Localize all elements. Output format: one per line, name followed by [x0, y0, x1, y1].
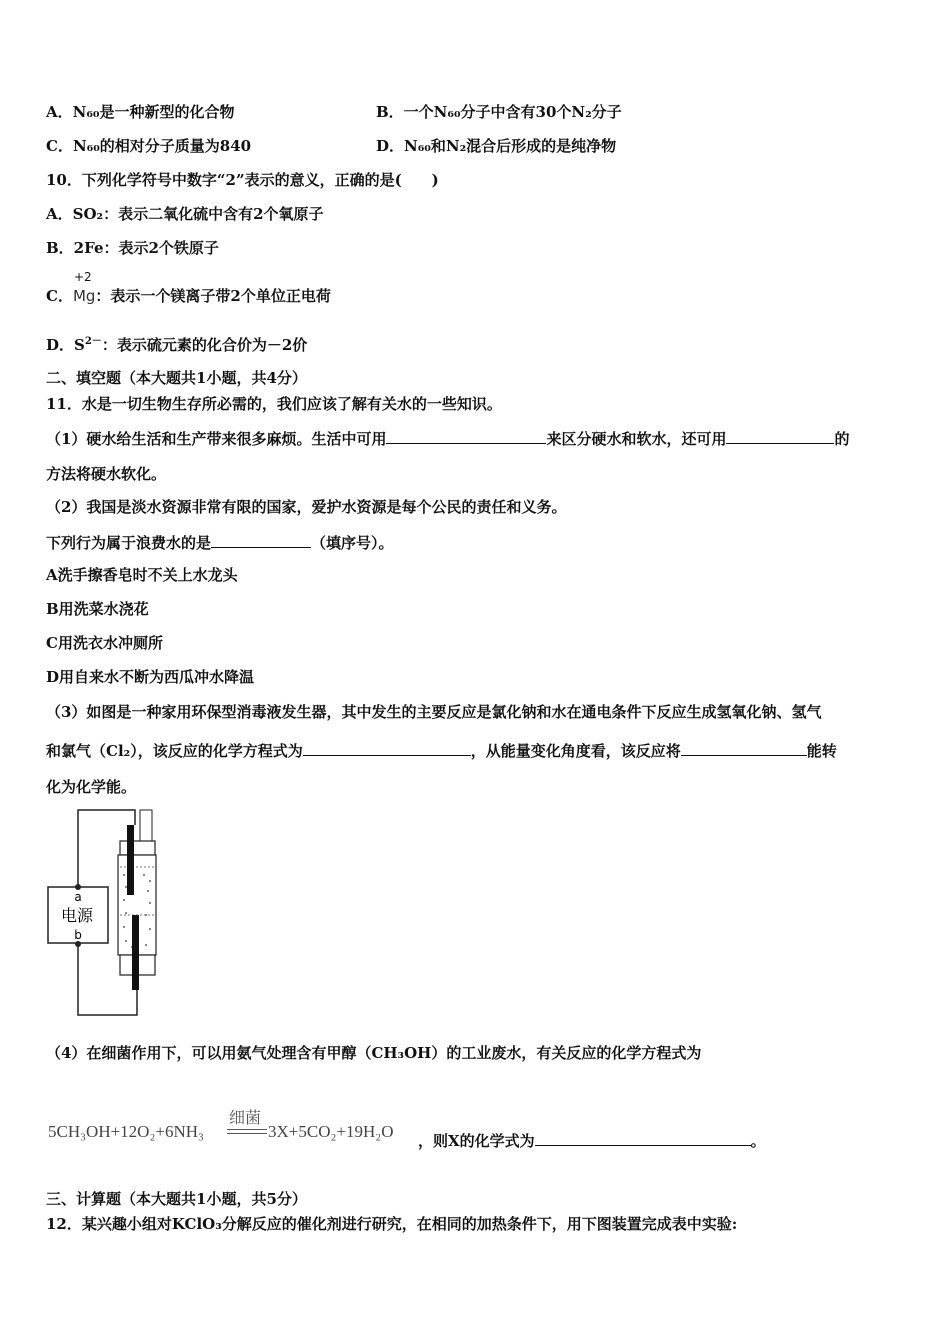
q11-option-c: C用洗衣水冲厕所	[46, 634, 163, 652]
q9-option-d: D．N₆₀和N₂混合后形成的是纯净物	[376, 137, 617, 155]
q11-part1-text-a: （1）硬水给生活和生产带来很多麻烦。生活中可用	[46, 430, 387, 448]
answer-blank-1[interactable]	[386, 427, 546, 444]
q10-option-d-text: ：表示硫元素的化合价为－2价	[101, 336, 308, 354]
q10-option-c-prefix: C．	[46, 287, 73, 305]
answer-blank-4[interactable]	[303, 739, 471, 756]
q11-part2-question-text: 下列行为属于浪费水的是	[46, 534, 212, 552]
terminal-b-label: b	[74, 928, 82, 942]
answer-blank-6[interactable]	[535, 1129, 751, 1146]
equation-rhs-text: 3X+5CO₂+19H₂O	[268, 1122, 394, 1141]
q11-part3-text-a: 和氯气（Cl₂），该反应的化学方程式为	[46, 742, 303, 760]
sulfide-charge: 2－	[84, 336, 102, 347]
q10-option-d-prefix: D．S	[46, 336, 85, 354]
disinfectant-generator-diagram	[40, 805, 170, 1020]
q11-part1-line1	[46, 427, 849, 449]
q11-part1-text-c: 的	[834, 430, 850, 448]
q11-part3-line1: （3）如图是一种家用环保型消毒液发生器，其中发生的主要反应是氯化钠和水在通电条件下反应生成氢氧化钠、氢气	[46, 703, 822, 721]
q11-stem: 11．水是一切生物生存所必需的，我们应该了解有关水的一些知识。	[46, 395, 502, 413]
magnesium-valence	[72, 270, 96, 306]
terminal-a-label: a	[74, 890, 82, 904]
q11-part3-text-b: ，从能量变化角度看，该反应将	[470, 742, 681, 760]
q9-option-b: B．一个N₆₀分子中含有30个N₂分子	[376, 103, 622, 121]
q11-part2-question	[46, 531, 394, 553]
equation-lhs-text: 5CH₃OH+12O₂+6NH₃	[48, 1122, 204, 1141]
q11-part3-text-c: 能转	[806, 742, 837, 760]
q11-option-d: D用自来水不断为西瓜冲水降温	[46, 668, 255, 686]
q10-option-c	[46, 270, 331, 306]
q9-option-a: A．N₆₀是一种新型的化合物	[46, 103, 235, 121]
upper-electrode	[127, 825, 134, 895]
q10-stem: 10．下列化学符号中数字“2”表示的意义，正确的是( )	[46, 171, 439, 189]
q11-part3-line2	[46, 739, 837, 761]
lower-electrode	[132, 915, 139, 990]
q11-part3-line3: 化为化学能。	[46, 778, 137, 796]
section-2-heading: 二、填空题（本大题共1小题，共4分）	[46, 369, 307, 387]
q11-part4: （4）在细菌作用下，可以用氨气处理含有甲醇（CH₃OH）的工业废水，有关反应的化学方程式为	[46, 1044, 702, 1062]
q11-part2-question-tail: （填序号）。	[311, 534, 394, 552]
power-supply-label: 电源	[60, 906, 94, 925]
q10-option-b: B．2Fe：表示2个铁原子	[46, 239, 219, 257]
q11-part4-tail	[418, 1129, 766, 1151]
q11-option-b: B用洗菜水浇花	[46, 600, 149, 618]
equation-rhs	[268, 1122, 393, 1142]
q11-option-a: A洗手擦香皂时不关上水龙头	[46, 566, 238, 584]
q11-part4-tail-text: ，则X的化学式为	[418, 1132, 535, 1150]
magnesium-symbol: Mg	[72, 287, 96, 305]
section-3-heading: 三、计算题（本大题共1小题，共5分）	[46, 1190, 307, 1208]
q11-part1-line2: 方法将硬水软化。	[46, 465, 167, 483]
equals-double-line	[227, 1129, 267, 1134]
answer-blank-5[interactable]	[681, 739, 807, 756]
q10-option-a: A．SO₂：表示二氧化硫中含有2个氧原子	[46, 205, 324, 223]
q11-part1-text-b: 来区分硬水和软水，还可用	[546, 430, 727, 448]
q11-part4-end: 。	[750, 1132, 766, 1150]
q9-option-c: C．N₆₀的相对分子质量为840	[46, 137, 252, 155]
answer-blank-2[interactable]	[726, 427, 834, 444]
q11-part2: （2）我国是淡水资源非常有限的国家，爱护水资源是每个公民的责任和义务。	[46, 498, 567, 516]
q12-stem: 12．某兴趣小组对KClO₃分解反应的催化剂进行研究，在相同的加热条件下，用下图装置完成表中实验:	[46, 1215, 738, 1233]
equation-lhs	[48, 1122, 204, 1142]
q10-option-c-text: ：表示一个镁离子带2个单位正电荷	[95, 287, 331, 305]
top-cap	[120, 841, 155, 855]
answer-blank-3[interactable]	[211, 531, 311, 548]
valence-superscript: +2	[73, 270, 92, 284]
reaction-condition: 细菌	[229, 1108, 262, 1127]
q10-option-d	[46, 332, 307, 355]
